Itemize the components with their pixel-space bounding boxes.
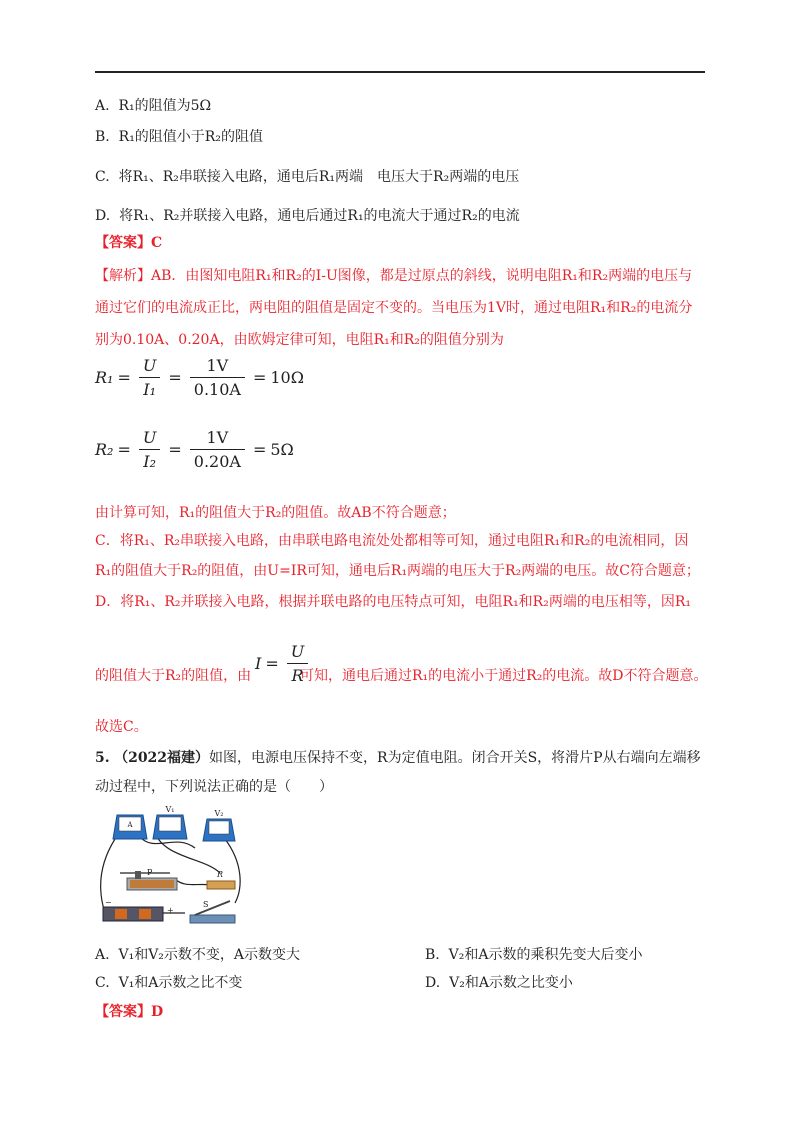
plus-label: + — [167, 906, 174, 915]
v2-label: V₂ — [214, 809, 224, 818]
q5-option-b: B. V₂和A示数的乘积先变大后变小 — [425, 947, 643, 963]
answer-2: 【答案】D — [95, 1004, 164, 1020]
ammeter-icon — [113, 815, 147, 839]
q5-option-c: C. V₁和A示数之比不变 — [95, 975, 243, 991]
q5-option-d: D. V₂和A示数之比变小 — [425, 975, 573, 991]
answer-1: 【答案】C — [95, 235, 163, 251]
analysis-line-1: 【解析】AB．由图知电阻R₁和R₂的I-U图像，都是过原点的斜线，说明电阻R₁和R₂两端的电压与 — [95, 268, 693, 284]
analysis-line-7: D．将R₁、R₂并联接入电路，根据并联电路的电压特点可知，电阻R₁和R₂两端的电压相等，因R₁ — [95, 594, 691, 610]
analysis-line-4: 由计算可知，R₁的阻值大于R₂的阻值。故AB不符合题意； — [95, 505, 456, 521]
analysis-line-8-pre: 的阻值大于R₂的阻值，由 — [95, 668, 252, 684]
analysis-line-5: C．将R₁、R₂串联接入电路，由串联电路电流处处都相等可知，通过电阻R₁和R₂的电流相同，因 — [95, 533, 689, 549]
battery-icon — [103, 898, 174, 921]
ammeter-label: A — [127, 821, 133, 829]
voltmeter-v1-icon — [153, 805, 187, 839]
option-c-prev: C. 将R₁、R₂串联接入电路，通电后R₁两端 电压大于R₂两端的电压 — [95, 169, 520, 185]
formula-r1: R₁ = $\frac{U}{\text{I₁}}$ = $\frac{1V}{0.10A}$ = 10Ω — [95, 356, 304, 399]
option-a-prev: A. R₁的阻值为5Ω — [95, 98, 212, 114]
question-5-line-1: 5. （2022福建）如图，电源电压保持不变，R为定值电阻。闭合开关S，将滑片P从右端向左端移 — [95, 750, 701, 766]
voltmeter-v2-icon — [203, 809, 235, 841]
analysis-line-6: R₁的阻值大于R₂的阻值，由U=IR可知，通电后R₁两端的电压大于R₂两端的电压。故C符合题意； — [95, 563, 700, 579]
resistor-label: R — [217, 870, 224, 879]
option-d-prev: D. 将R₁、R₂并联接入电路，通电后通过R₁的电流大于通过R₂的电流 — [95, 208, 520, 224]
switch-label: S — [203, 900, 209, 909]
analysis-line-2: 通过它们的电流成正比，两电阻的阻值是固定不变的。当电压为1V时，通过电阻R₁和R₂的电流分 — [95, 300, 693, 316]
analysis-conclusion: 故选C。 — [95, 719, 148, 735]
circuit-diagram — [95, 803, 245, 928]
q5-option-a: A. V₁和V₂示数不变，A示数变大 — [95, 947, 301, 963]
slider-label: P — [147, 868, 153, 877]
formula-ohm: I = $\frac{U}{R}$ — [255, 642, 312, 685]
v1-label: V₁ — [165, 805, 175, 814]
switch-icon — [190, 900, 235, 923]
analysis-line-8-post: 可知，通电后通过R₁的电流小于通过R₂的电流。故D不符合题意。 — [300, 668, 708, 684]
analysis-line-3: 别为0.10A、0.20A，由欧姆定律可知，电阻R₁和R₂的阻值分别为 — [95, 332, 504, 348]
minus-label: − — [105, 898, 112, 907]
question-5-line-2: 动过程中，下列说法正确的是（ ） — [95, 779, 333, 795]
resistor-icon — [207, 870, 235, 889]
option-b-prev: B. R₁的阻值小于R₂的阻值 — [95, 129, 263, 145]
header-rule — [95, 71, 705, 73]
formula-r2: R₂ = $\frac{U}{\text{I₂}}$ = $\frac{1V}{0.20A}$ = 5Ω — [95, 428, 294, 471]
rheostat-icon — [127, 868, 177, 890]
